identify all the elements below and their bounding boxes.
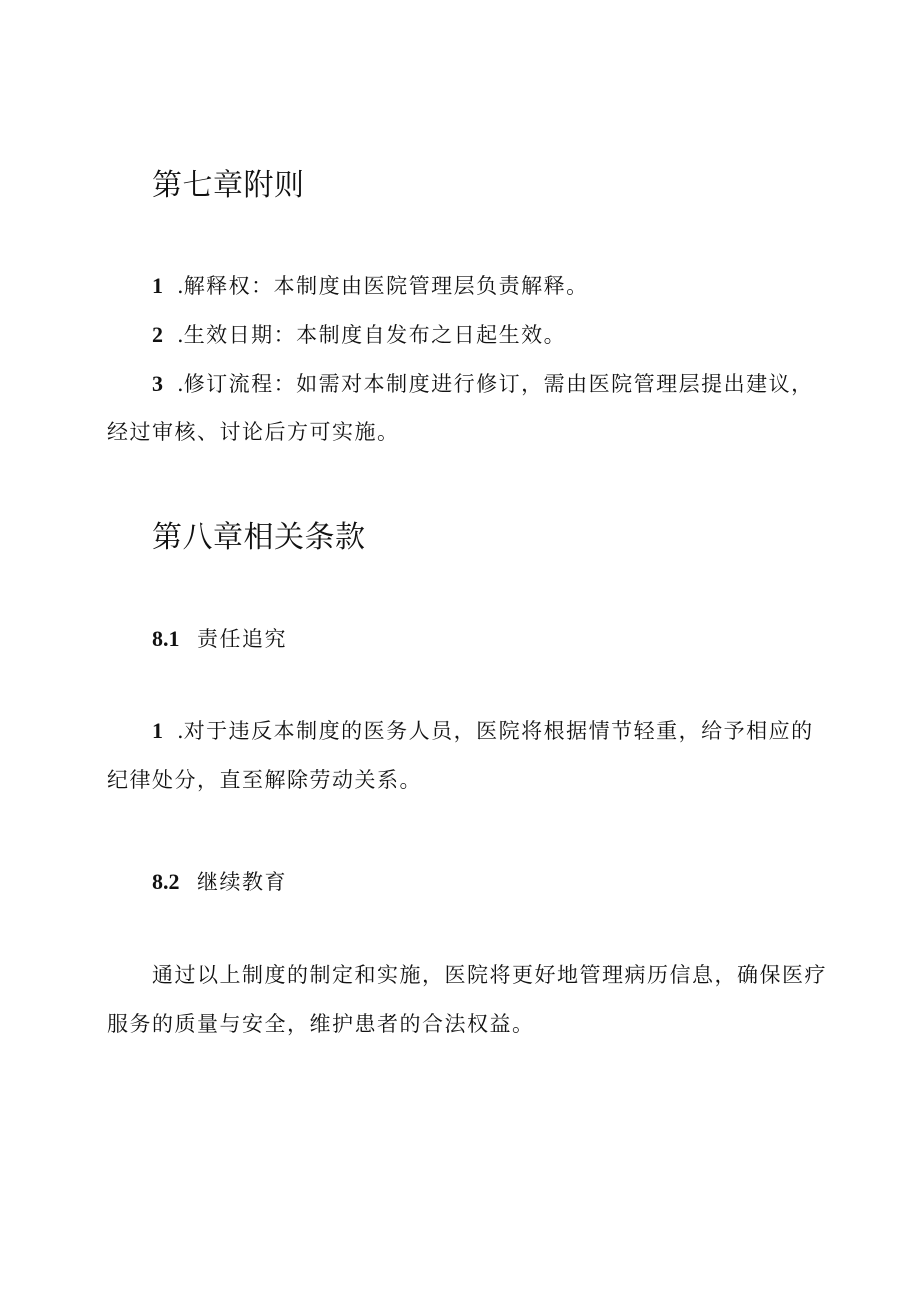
chapter-7-title: 第七章附则: [152, 168, 305, 203]
closing-paragraph-line-2: 服务的质量与安全，维护患者的合法权益。: [107, 1012, 535, 1036]
item-text: 修订流程：如需对本制度进行修订，需由医院管理层提出建议，: [183, 372, 814, 396]
section-8-1-item-1-continuation: 纪律处分，直至解除劳动关系。: [107, 768, 422, 792]
chapter-7-item-3: [152, 369, 814, 399]
section-8-2-heading: [152, 867, 287, 897]
item-text: 对于违反本制度的医务人员，医院将根据情节轻重，给予相应的: [183, 719, 814, 743]
section-title: 责任追究: [197, 627, 287, 651]
item-number: 2: [152, 322, 163, 347]
section-title: 继续教育: [197, 870, 287, 894]
item-separator: .: [177, 372, 184, 396]
item-number: 3: [152, 371, 163, 396]
item-number: 1: [152, 273, 163, 298]
item-number: 1: [152, 718, 163, 743]
chapter-7-item-3-continuation: 经过审核、讨论后方可实施。: [107, 420, 400, 444]
item-separator: .: [177, 274, 184, 298]
closing-paragraph-line-1: 通过以上制度的制定和实施，医院将更好地管理病历信息，确保医疗: [152, 963, 827, 987]
section-number: 8.2: [152, 869, 180, 894]
item-text: 解释权：本制度由医院管理层负责解释。: [183, 274, 589, 298]
section-8-1-item-1: [152, 716, 814, 746]
section-8-1-heading: [152, 624, 287, 654]
section-number: 8.1: [152, 626, 180, 651]
chapter-8-title: 第八章相关条款: [152, 520, 366, 555]
item-separator: .: [177, 719, 184, 743]
chapter-7-item-2: [152, 320, 566, 350]
chapter-7-item-1: [152, 271, 589, 301]
item-separator: .: [177, 323, 184, 347]
item-text: 生效日期：本制度自发布之日起生效。: [183, 323, 567, 347]
